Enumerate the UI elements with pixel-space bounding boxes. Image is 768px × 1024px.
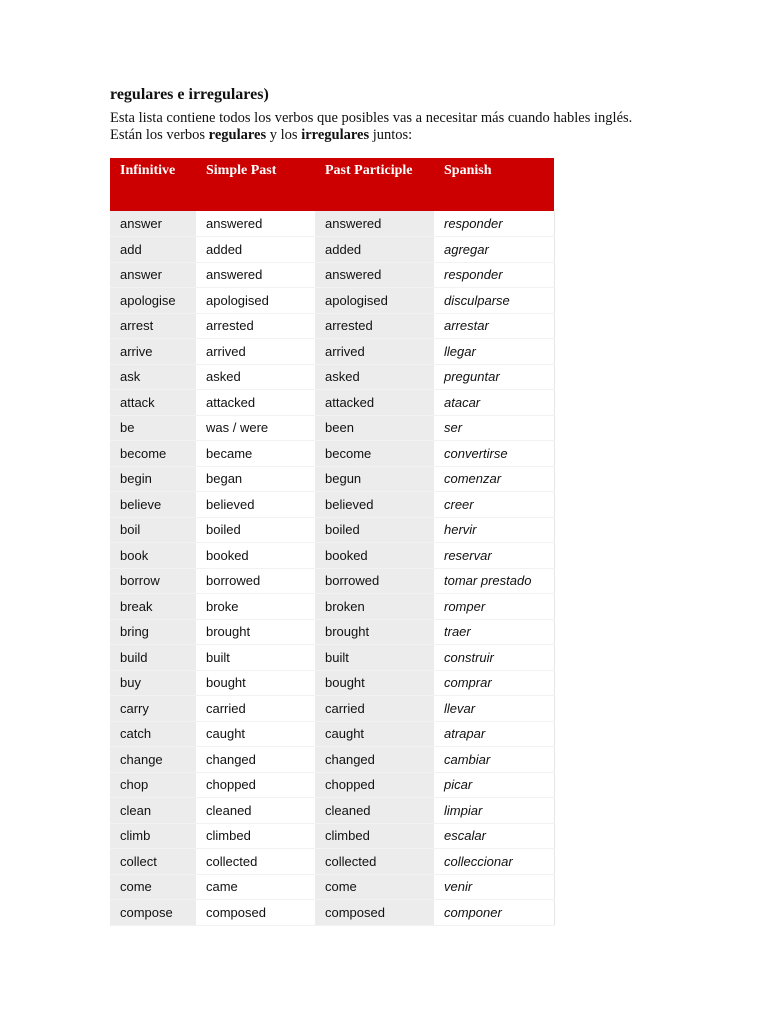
simple-past-cell: began [196,466,315,492]
intro-text-3: juntos: [369,127,413,143]
infinitive-cell: attack [110,390,196,416]
infinitive-cell: catch [110,721,196,747]
past-participle-cell: broken [315,594,434,620]
table-row [110,466,554,492]
intro-text-2: y los [266,127,302,143]
table-row [110,441,554,467]
spanish-cell: componer [434,900,554,926]
spanish-cell: picar [434,772,554,798]
infinitive-cell: answer [110,262,196,288]
infinitive-cell: book [110,543,196,569]
header-spanish: Spanish [434,158,554,211]
infinitive-cell: add [110,237,196,263]
spanish-cell: creer [434,492,554,518]
infinitive-cell: arrest [110,313,196,339]
spanish-cell: atacar [434,390,554,416]
past-participle-cell: climbed [315,823,434,849]
simple-past-cell: chopped [196,772,315,798]
infinitive-cell: clean [110,798,196,824]
infinitive-cell: be [110,415,196,441]
table-row [110,568,554,594]
simple-past-cell: borrowed [196,568,315,594]
spanish-cell: comenzar [434,466,554,492]
spanish-cell: romper [434,594,554,620]
table-row [110,262,554,288]
past-participle-cell: chopped [315,772,434,798]
simple-past-cell: brought [196,619,315,645]
simple-past-cell: added [196,237,315,263]
past-participle-cell: borrowed [315,568,434,594]
spanish-cell: llegar [434,339,554,365]
past-participle-cell: added [315,237,434,263]
table-row [110,492,554,518]
table-row [110,721,554,747]
infinitive-cell: climb [110,823,196,849]
spanish-cell: llevar [434,696,554,722]
past-participle-cell: collected [315,849,434,875]
table-row [110,543,554,569]
table-row [110,237,554,263]
past-participle-cell: booked [315,543,434,569]
table-row [110,798,554,824]
simple-past-cell: broke [196,594,315,620]
infinitive-cell: believe [110,492,196,518]
simple-past-cell: caught [196,721,315,747]
table-row [110,364,554,390]
past-participle-cell: carried [315,696,434,722]
infinitive-cell: chop [110,772,196,798]
infinitive-cell: bring [110,619,196,645]
table-row [110,900,554,926]
infinitive-cell: apologise [110,288,196,314]
table-row [110,517,554,543]
table-row [110,339,554,365]
spanish-cell: atrapar [434,721,554,747]
past-participle-cell: come [315,874,434,900]
table-row [110,211,554,237]
past-participle-cell: begun [315,466,434,492]
spanish-cell: responder [434,262,554,288]
spanish-cell: venir [434,874,554,900]
past-participle-cell: changed [315,747,434,773]
spanish-cell: arrestar [434,313,554,339]
simple-past-cell: apologised [196,288,315,314]
spanish-cell: convertirse [434,441,554,467]
past-participle-cell: built [315,645,434,671]
intro-paragraph [110,110,640,144]
infinitive-cell: carry [110,696,196,722]
infinitive-cell: collect [110,849,196,875]
spanish-cell: responder [434,211,554,237]
intro-bold-irregulares: irregulares [301,127,370,143]
simple-past-cell: booked [196,543,315,569]
simple-past-cell: was / were [196,415,315,441]
table-row [110,619,554,645]
spanish-cell: agregar [434,237,554,263]
spanish-cell: hervir [434,517,554,543]
spanish-cell: disculparse [434,288,554,314]
spanish-cell: comprar [434,670,554,696]
spanish-cell: cambiar [434,747,554,773]
header-simple-past: Simple Past [196,158,315,211]
simple-past-cell: attacked [196,390,315,416]
infinitive-cell: arrive [110,339,196,365]
table-row [110,594,554,620]
infinitive-cell: boil [110,517,196,543]
spanish-cell: traer [434,619,554,645]
infinitive-cell: break [110,594,196,620]
infinitive-cell: begin [110,466,196,492]
spanish-cell: ser [434,415,554,441]
infinitive-cell: build [110,645,196,671]
simple-past-cell: carried [196,696,315,722]
table-row [110,823,554,849]
header-row [110,158,554,211]
past-participle-cell: become [315,441,434,467]
simple-past-cell: boiled [196,517,315,543]
simple-past-cell: climbed [196,823,315,849]
table-row [110,390,554,416]
spanish-cell: construir [434,645,554,671]
past-participle-cell: answered [315,211,434,237]
infinitive-cell: ask [110,364,196,390]
table-row [110,645,554,671]
simple-past-cell: answered [196,211,315,237]
table-row [110,415,554,441]
simple-past-cell: arrived [196,339,315,365]
spanish-cell: colleccionar [434,849,554,875]
simple-past-cell: composed [196,900,315,926]
simple-past-cell: became [196,441,315,467]
table-row [110,849,554,875]
spanish-cell: preguntar [434,364,554,390]
table-row [110,288,554,314]
simple-past-cell: bought [196,670,315,696]
past-participle-cell: asked [315,364,434,390]
past-participle-cell: been [315,415,434,441]
table-row [110,772,554,798]
spanish-cell: escalar [434,823,554,849]
infinitive-cell: buy [110,670,196,696]
table-row [110,874,554,900]
simple-past-cell: believed [196,492,315,518]
infinitive-cell: compose [110,900,196,926]
past-participle-cell: answered [315,262,434,288]
past-participle-cell: apologised [315,288,434,314]
infinitive-cell: become [110,441,196,467]
infinitive-cell: answer [110,211,196,237]
header-past-participle: Past Participle [315,158,434,211]
past-participle-cell: bought [315,670,434,696]
past-participle-cell: arrested [315,313,434,339]
simple-past-cell: arrested [196,313,315,339]
verbs-table-body [110,211,554,925]
past-participle-cell: boiled [315,517,434,543]
verbs-table-header [110,158,554,211]
simple-past-cell: collected [196,849,315,875]
intro-bold-regulares: regulares [208,127,267,143]
table-row [110,313,554,339]
table-row [110,670,554,696]
past-participle-cell: caught [315,721,434,747]
simple-past-cell: cleaned [196,798,315,824]
past-participle-cell: believed [315,492,434,518]
past-participle-cell: attacked [315,390,434,416]
past-participle-cell: arrived [315,339,434,365]
table-row [110,747,554,773]
verbs-table [110,158,555,926]
infinitive-cell: change [110,747,196,773]
table-row [110,696,554,722]
header-infinitive: Infinitive [110,158,196,211]
infinitive-cell: borrow [110,568,196,594]
spanish-cell: tomar prestado [434,568,554,594]
intro-text-1: Esta lista contiene todos los verbos que posibles vas a necesitar más cuando hables inglés. Están los verbos [110,110,633,143]
spanish-cell: limpiar [434,798,554,824]
page-heading: regulares e irregulares) [110,86,269,103]
simple-past-cell: asked [196,364,315,390]
simple-past-cell: came [196,874,315,900]
simple-past-cell: changed [196,747,315,773]
spanish-cell: reservar [434,543,554,569]
past-participle-cell: composed [315,900,434,926]
infinitive-cell: come [110,874,196,900]
simple-past-cell: built [196,645,315,671]
simple-past-cell: answered [196,262,315,288]
past-participle-cell: brought [315,619,434,645]
past-participle-cell: cleaned [315,798,434,824]
